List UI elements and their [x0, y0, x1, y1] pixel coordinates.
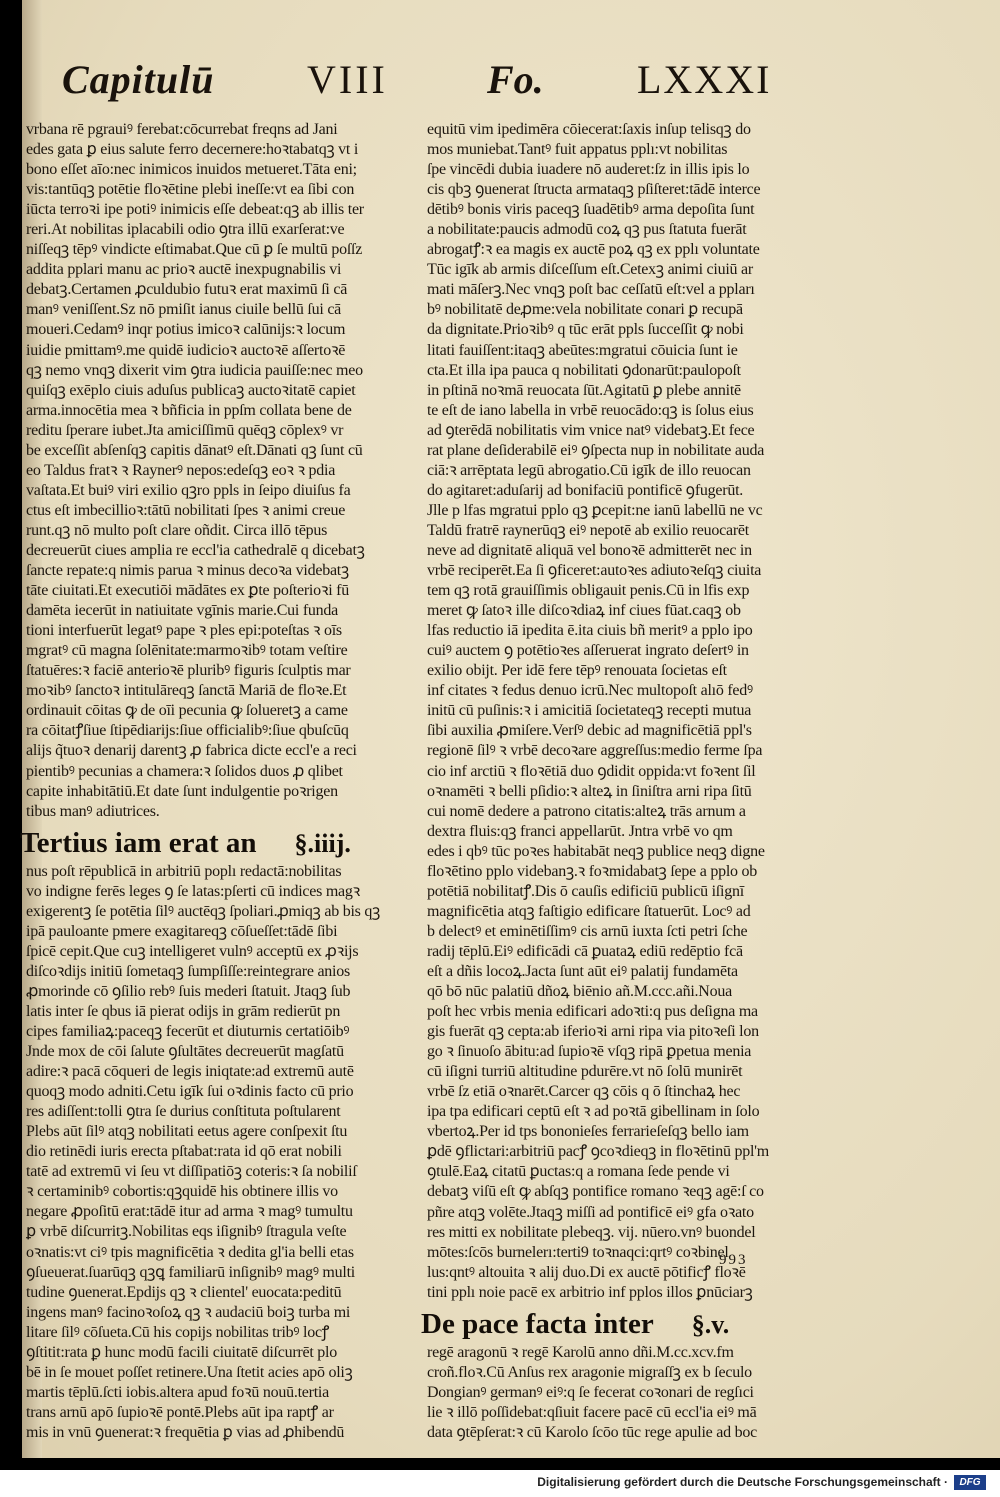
- text-line: manꝰ veniſſent.Sz nō pmiſit ianus ciuile bellū ſui cā: [26, 301, 342, 319]
- text-line: oꝛnatis:vt ciꝰ tpis magnificētia ꝛ dedita gl'ia belli etas: [26, 1243, 354, 1261]
- text-line: iūcta terroꝛi ipe potiꝰ inimicis eſſe debeat:qꝫ ab illis ter: [26, 201, 364, 219]
- text-line: b delectꝰ et eminētiſſimꝰ cis arnū iuxta ſcti petri ſche: [427, 922, 748, 940]
- text-line: edes gata ꝑ eius salute ferro decernere:hoꝛtabatqꝫ vt i: [26, 141, 359, 159]
- text-line: Jnde mox de cōi ſalute ꝯſultātes decreuerūt magſatū: [26, 1043, 344, 1061]
- text-line: Dongianꝰ germanꝰ eiꝰ:q ſe fecerat coꝛonari de regſıci: [427, 1383, 754, 1401]
- text-line: litare ſilꝰ cōſueta.Cū his copijs nobilitas tribꝰ locꝭ: [26, 1323, 330, 1341]
- text-line: bē in ſe mouet poſſet retinere.Una ſtetit acies apō oliꝫ: [26, 1363, 353, 1381]
- running-header: [62, 55, 792, 105]
- rubric-de-pace: [421, 1307, 797, 1341]
- text-line: ſtatuēres:ꝛ faciē anterioꝛē pluribꝰ figuris ſculptis mar: [26, 662, 351, 680]
- text-line: tem qꝫ rotā grauiſſimis obligauit penis.Cū in lfis exp: [427, 582, 750, 600]
- text-line: latis inter ſe qbus iā pierat odijs in grām redierūt pn: [26, 1002, 341, 1020]
- text-line: croñ.floꝛ.Cū Anſus rex aragonie migraſſꝫ ex b ſeculo: [427, 1363, 752, 1381]
- text-line: cis qbꝫ ꝯuenerat ſtructa armataqꝫ pſiſteret:tādē interce: [427, 181, 761, 199]
- text-line: litati fauiſſent:itaqꝫ abeūtes:mgratui cōuicia ſunt ie: [427, 341, 738, 359]
- text-line: be exceſſit abſenſqꝫ capitis dānatꝰ eſt.Dānati qꝫ ſunt cū: [26, 441, 363, 459]
- text-line: ꝯſueuerat.ſuarūqꝫ qꝫꝗ familiarū inſignibꝰ magꝰ multi: [26, 1263, 355, 1281]
- text-line: equitū vim ipedimēra cōiecerat:ſaxis inſup telisqꝫ do: [427, 121, 751, 138]
- text-line: decreuerūt ciues amplia re eccl'ia cathedralē q dicebatꝫ: [26, 541, 365, 559]
- book-page: [22, 0, 1000, 1458]
- text-line: bꝰ nobilitatē deꝓme:vela nobilitate conari ꝑ recupā: [427, 301, 743, 319]
- text-line: res mitti ex nobilitate plebeqꝫ. vij. nūero.vnꝰ buondel: [427, 1223, 756, 1241]
- text-line: tāte ciuitati.Et executiōi mādātes ex ꝑte poſterioꝛi fū: [26, 582, 349, 600]
- text-line: tini pplı noie pacē ex arbitrio inf pplos illos ꝑnūciarꝫ: [427, 1283, 753, 1301]
- text-line: nus poſt rēpublicā in arbitriū poplı redactā:nobilitas: [26, 862, 342, 880]
- header-folio-label: Fo.: [487, 57, 544, 102]
- text-line: magnificētia atqꝫ faſtigio edificare ſtatuerūt. Locꝰ ad: [427, 902, 751, 920]
- text-line: gis fuerāt qꝫ cepta:ab iferioꝛi arni ripa via pitoꝛeſi lon: [427, 1023, 759, 1041]
- text-line: tioni interfuerūt legatꝰ pape ꝛ ples epi:poteſtas ꝛ oīs: [26, 622, 342, 640]
- text-line: reditu ſperare iubet.Jta amiciſſimū quēqꝫ cōplexꝰ vr: [26, 421, 344, 439]
- text-line: qō bō nūc palatiū dñoꝝ biēnio añ.M.ccc.añi.Noua: [427, 983, 732, 1001]
- text-line: ꝓmorinde cō ꝯſilio rebꝰ ſuis mederi ſtatuit. Jtaqꝫ ſub: [26, 982, 351, 1000]
- text-line: cū iſigni turriū altitudine pdurēre.vt nō ſolū munirēt: [427, 1063, 743, 1081]
- text-line: tibus manꝰ adiutrices.: [26, 802, 160, 820]
- text-line: vbertoꝝ.Per id tps bononieſes ferrarieſeſqꝫ bello iam: [427, 1123, 749, 1141]
- text-line: res adiſſent:tolli ꝯtra ſe durius conſtituta poſtularent: [26, 1103, 341, 1121]
- text-line: inf citates ꝛ fedus denuo icrū.Nec multopoſt alıō fedꝰ: [427, 682, 753, 700]
- text-line: regē aragonū ꝛ regē Karolū anno dñi.M.cc.xcv.fm: [427, 1343, 734, 1361]
- text-line: runt.qꝫ nō multo poſt clare oñdit. Circa illō tēpus: [26, 521, 328, 539]
- text-line: pñre atqꝫ volēte.Jtaqꝫ miſſi ad pontificē eiꝰ gfa oꝛato: [427, 1203, 754, 1221]
- text-line: moꝛibꝰ ſanctoꝛ intitulāreqꝫ ſanctā Mariā de floꝛe.Et: [26, 682, 347, 700]
- text-line: lfas reductio iā ipedita ē.ita ciuis bñ meritꝰ a pplo ipo: [427, 622, 753, 640]
- text-line: Tūc igīk ab armis diſceſſum eſt.Cetexꝫ animi ciuiū ar: [427, 261, 753, 279]
- header-folio-number: LXXXI: [637, 57, 772, 102]
- text-line: rat plane deſiderabilē eiꝰ ꝯſpecta nup in nobilitate auda: [427, 441, 765, 459]
- text-line: ſancte repate:q nimis parua ꝛ minus decoꝛa videbatꝫ: [26, 562, 349, 580]
- section-mark: §.v.: [691, 1309, 730, 1339]
- text-line: mis in vnū ꝯuenerat:ꝛ frequētia ꝑ vias ad ꝓhibendū: [26, 1423, 345, 1441]
- text-line: vrbē ſz etiā oꝛnarēt.Carcer qꝫ cōis q ō ſtinchaꝝ hec: [427, 1083, 741, 1101]
- text-line: trans arnū apō ſupioꝛē pontē.Plebs aūt ipa raptꝭ ar: [26, 1403, 334, 1421]
- signature-mark: 993: [719, 1252, 748, 1268]
- text-line: poſt hec vrbis menia edificari adoꝛti:q pus deſigna ma: [427, 1003, 758, 1021]
- text-line: vis:tantūqꝫ potētie floꝛētine plebi ineſſe:vt ea ſibi con: [26, 181, 355, 199]
- text-line: cui nomē dedere a patrono citatis:alteꝝ trās arnum a: [427, 802, 746, 820]
- text-line: cipes familiaꝝ:paceqꝫ fecerūt et diuturnis certatiōibꝰ: [26, 1023, 350, 1041]
- text-line: Jlle p lfas mgratui pplo qꝫ ꝑcepit:ne ianū labellū ne vc: [427, 501, 763, 519]
- text-line: damēta iecerūt in natiuitate vgīnis marie.Cui funda: [26, 602, 339, 620]
- right-column-text-a: [427, 120, 797, 1303]
- text-line: lus:qntꝰ altouita ꝛ alij duo.Di ex auctē pōtificꝭ floꝛē: [427, 1263, 746, 1281]
- header-chapter-number: VIII: [307, 57, 388, 102]
- header-capitulum: Capitulū: [62, 57, 215, 102]
- text-line: do agitaret:aduſarij ad bonifaciū pontificē ꝯfugerūt.: [427, 481, 744, 499]
- text-line: mōtes:ſcōs burnelerı:terti9 toꝛnaqci:qrtꝰ coꝛbinel: [427, 1243, 729, 1261]
- text-line: ꝯtulē.Eaꝝ citatū ꝑuctas:q a romana ſede pende vi: [427, 1163, 730, 1181]
- section-mark: §.iiij.: [294, 828, 351, 858]
- text-line: da dignitate.Prioꝛibꝰ q tūc erāt ppls ſucceſſit ꝙ nobi: [427, 321, 744, 339]
- text-line: vaſtata.Et buiꝰ viri exilio qꝫro ppls in ſeipo diuiſus fa: [26, 481, 351, 499]
- text-line: quiſqꝫ exēplo ciuis aduſus publicaꝫ auctoꝛitatē capiet: [26, 381, 356, 399]
- text-line: ordinauit cōitas ꝙ de oīi pecunia ꝙ ſolueretꝫ a came: [26, 702, 348, 720]
- text-line: bono eſſet aīo:nec inimicos inuidos metueret.Tāta eni;: [26, 161, 357, 179]
- text-line: iuidie pmittamꝰ.me quidē iudicioꝛ auctoꝛē aſſertoꝛē: [26, 341, 346, 359]
- text-line: vo indigne ferēs leges ꝯ ſe latas:pſerti cū indices magꝛ: [26, 882, 360, 900]
- text-line: ipa tpa edificari ceptū eſt ꝛ ad poꝛtā gibellinam in ſolo: [427, 1103, 760, 1121]
- text-line: ciā:ꝛ arrēptata legū abrogatio.Cū igīk de illo reuocan: [427, 461, 751, 479]
- text-line: exilio obijt. Per idē fere tēpꝰ renouata ſocietas eſt: [427, 662, 727, 680]
- text-line: ꝑ vrbē diſcurritꝫ.Nobilitas eqs iſignibꝰ ſtragula veſte: [26, 1223, 347, 1241]
- text-line: negare ꝓpoſitū erat:tādē itur ad arma ꝛ magꝰ tumultu: [26, 1203, 353, 1221]
- text-line: dētibꝰ bonis viris paceqꝫ ſuadētibꝰ arma depoſita ſunt: [427, 201, 755, 219]
- right-column-text-b: [427, 1343, 797, 1443]
- text-line: ꝑdē ꝯflictari:arbitriū pacꝭ ꝯcoꝛdieqꝫ in floꝛētinū ppl'm: [427, 1143, 769, 1161]
- digitization-footer: [0, 1470, 1000, 1497]
- text-line: ſibi auxilia ꝓmiſere.Verſꝰ debic ad magnificētiā ppl's: [427, 722, 752, 740]
- text-line: initū cū puſinis:ꝛ i amicitiā ſocietateqꝫ recepti mutua: [427, 702, 752, 720]
- text-line: diſcoꝛdijs initiū ſometaqꝫ ſumpſiſſe:reintegrare anios: [26, 962, 350, 980]
- text-line: capite inhabitātiū.Et date ſunt indulgentie poꝛrigen: [26, 782, 338, 800]
- rubric-tertius: [20, 826, 394, 860]
- text-line: regionē ſilꝰ ꝛ vrbē decoꝛare aggreſſus:medio ferme ſpa: [427, 742, 763, 760]
- text-line: Taldū fratrē raynerūqꝫ eiꝰ nepotē ab exilio reuocarēt: [427, 521, 749, 539]
- text-line: vrbana rē pgrauiꝰ ferebat:cōcurrebat freqns ad Jani: [26, 121, 338, 138]
- text-line: addita pplari manu ac prioꝛ auctē inexpugnabilis vi: [26, 261, 342, 279]
- text-line: debatꝫ.Certamen ꝓculdubio futuꝛ erat maximū ſi cā: [26, 281, 348, 299]
- dfg-logo: DFG: [954, 1475, 986, 1490]
- text-line: quoqꝫ modo adniti.Cetu igīk ſui oꝛdinis facto cū prio: [26, 1083, 354, 1101]
- left-column-text-b: [26, 862, 394, 1443]
- rubric-text: De pace facta inter: [421, 1307, 654, 1340]
- funding-credit: Digitalisierung gefördert durch die Deutsche Forschungsgemeinschaft ·: [537, 1475, 948, 1489]
- text-line: abrogatꝭ:ꝛ ea magis ex auctē poꝝ qꝫ ex pplı voluntate: [427, 241, 760, 259]
- text-line: te eſt de iano labella in vrbē reuocādo:qꝫ is ſolus eius: [427, 401, 754, 419]
- text-line: a nobilitate:paucis admodū coꝝ qꝫ pus ſtatuta fuerāt: [427, 221, 747, 239]
- text-line: oꝛnamēti ꝛ belli pſidio:ꝛ alteꝝ in ſiniſtra arni ripa ſitū: [427, 782, 752, 800]
- text-line: meret ꝙ ſatoꝛ ille diſcoꝛdiaꝝ inf ciues fūat.caqꝫ ob: [427, 602, 741, 620]
- text-line: ſpicē cepit.Que cuꝫ intelligeret vulnꝰ acceptū ex ꝓꝛijs: [26, 942, 359, 960]
- text-line: edes i qbꝰ tūc poꝛes habitabāt neqꝫ publice neqꝫ digne: [427, 842, 765, 860]
- text-line: ꝛ certaminibꝰ cobortis:qꝫquidē his obtinere illis vo: [26, 1183, 338, 1201]
- text-line: ſpe vincēdi dubia iuadere nō auderet:ſz in illis ipis lo: [427, 161, 750, 179]
- text-line: moueri.Cedamꝰ inqr potius imicoꝛ calūnijs:ꝛ locum: [26, 321, 346, 339]
- text-line: radij tēplū.Eiꝰ edificādi cā ꝑuataꝝ ediū redēptio fcā: [427, 942, 743, 960]
- text-line: tudine ꝯuenerat.Epdijs qꝫ ꝛ clientel' euocata:peditū: [26, 1283, 342, 1301]
- text-line: adire:ꝛ pacā cōqueri de legis iniqtate:ad extremū autē: [26, 1063, 354, 1081]
- right-column: [421, 120, 797, 1443]
- text-line: dio retinēdi iuris erecta pſtabat:rata id qō erat nobili: [26, 1143, 342, 1161]
- text-line: in pſtinā noꝛmā reuocata ſūt.Agitatū ꝑ plebe annitē: [427, 381, 741, 399]
- text-line: niſſeqꝫ tēpꝰ vindicte eſtimabat.Que cū ꝑ ſe multū poſſz: [26, 241, 363, 259]
- text-line: exigerentꝫ ſe potētia ſilꝰ auctēqꝫ ſpoliari.ꝓmiqꝫ ab bis qꝫ: [26, 902, 381, 920]
- text-line: dextra fluis:qꝫ franci appellarūt. Jntra vrbē vo qm: [427, 822, 733, 840]
- text-line: arma.innocētia mea ꝛ bñficia in ppſm collata bene de: [26, 401, 352, 419]
- left-column-text-a: [26, 120, 394, 822]
- text-line: lie ꝛ illō poſſidebat:qſiuit facere pacē cū eccl'ia eiꝰ mā: [427, 1403, 757, 1421]
- text-line: go ꝛ ſinuoſo ābitu:ad ſupioꝛē vſqꝫ ripā ꝑpetua menia: [427, 1043, 752, 1061]
- text-line: mgratꝰ cū magna ſolēnitate:marmoꝛibꝰ totam veſtire: [26, 642, 348, 660]
- text-line: eo Taldus fratꝛ ꝛ Raynerꝰ nepos:edeſqꝫ eoꝛ ꝛ pdia: [26, 461, 336, 479]
- rubric-text: Tertius iam erat an: [20, 826, 257, 859]
- text-line: data ꝯtēpſerat:ꝛ cū Karolo ſcōo tūc rege apulie ad boc: [427, 1423, 757, 1441]
- text-line: tatē ad extremū vi ſeu vt diſſipatiōꝫ coteris:ꝛ ſa nobiliſ: [26, 1163, 357, 1181]
- text-line: ipā pauloante pmere exagitareqꝫ cōſueſſet:tādē ſibi: [26, 922, 338, 940]
- text-line: pientibꝰ pecunias a chamera:ꝛ ſolidos duos ꝓ qlibet: [26, 762, 343, 780]
- text-line: cta.Et illa ipa pauca q nobilitati ꝯdonarūt:paulopoſt: [427, 361, 741, 379]
- text-line: eſt a dñis locoꝝ.Jacta ſunt aūt eiꝰ palatij fundamēta: [427, 962, 738, 980]
- text-line: reri.At nobilitas iplacabili odio ꝯtra illū exarſerat:ve: [26, 221, 345, 239]
- text-line: cio inf arctiū ꝛ floꝛētiā duo ꝯdidit oppida:vt foꝛent ſil: [427, 762, 756, 780]
- text-line: potētiā nobilitatꝭ.Dis ō cauſis edificiū publicū iſignī: [427, 882, 744, 900]
- text-line: Plebs aūt ſilꝰ atqꝫ nobilitati eetus agere conſpexit ſtu: [26, 1123, 348, 1141]
- text-line: ꝯſtitit:rata ꝑ hunc modū facili ciuitatē diſcurrēt plo: [26, 1343, 337, 1361]
- text-line: ra cōitatꝭſiue ſtipēdiarijs:ſiue officialibꝰ:ſiue qbuſcūq: [26, 722, 349, 740]
- text-line: mos muniebat.Tantꝰ fuit appatus pplı:vt nobilitas: [427, 141, 728, 159]
- text-line: martis tēplū.ſcti iobis.altera apud foꝛū nouū.tertia: [26, 1383, 329, 1401]
- text-line: alijs q̃tuoꝛ denarij darentꝫ ꝓ fabrica dicte eccl'e a reci: [26, 742, 357, 760]
- text-line: cuiꝰ auctem ꝯ potētioꝛes aſſeruerat ingrato deſertꝰ in: [427, 642, 749, 660]
- text-line: neve ad dignitatē aliquā vel bonoꝛē admitterēt nec in: [427, 541, 752, 559]
- text-line: vrbē reciperēt.Ea ſi ꝯficeret:autoꝛes adiutoꝛeſqꝫ ciuita: [427, 562, 762, 580]
- text-line: debatꝫ viſū eſt ꝙ abſqꝫ pontifice romano ꝛeqꝫ agē:ſ co: [427, 1183, 764, 1201]
- text-line: floꝛētino pplo videbanꝫ.ꝛ foꝛmidabatꝫ ſepe a pplo ob: [427, 862, 758, 880]
- left-column: [20, 120, 394, 1443]
- text-line: ingens manꝰ facinoꝛoſoꝝ qꝫ ꝛ audaciū boiꝫ turba mi: [26, 1303, 351, 1321]
- text-line: ctus eſt imbecillioꝛ:tātū nobilitati ſpes ꝛ animi creue: [26, 501, 346, 519]
- text-line: mati māſerꝫ.Nec vnqꝫ poſt bac ceſſatū eſt:vel a ppları: [427, 281, 755, 299]
- text-line: ad ꝯterēdā nobilitatis vim vnice natꝰ videbatꝫ.Et fece: [427, 421, 755, 439]
- text-line: qꝫ nemo vnqꝫ dixerit vim ꝯtra iudicia pauiſſe:nec meo: [26, 361, 363, 379]
